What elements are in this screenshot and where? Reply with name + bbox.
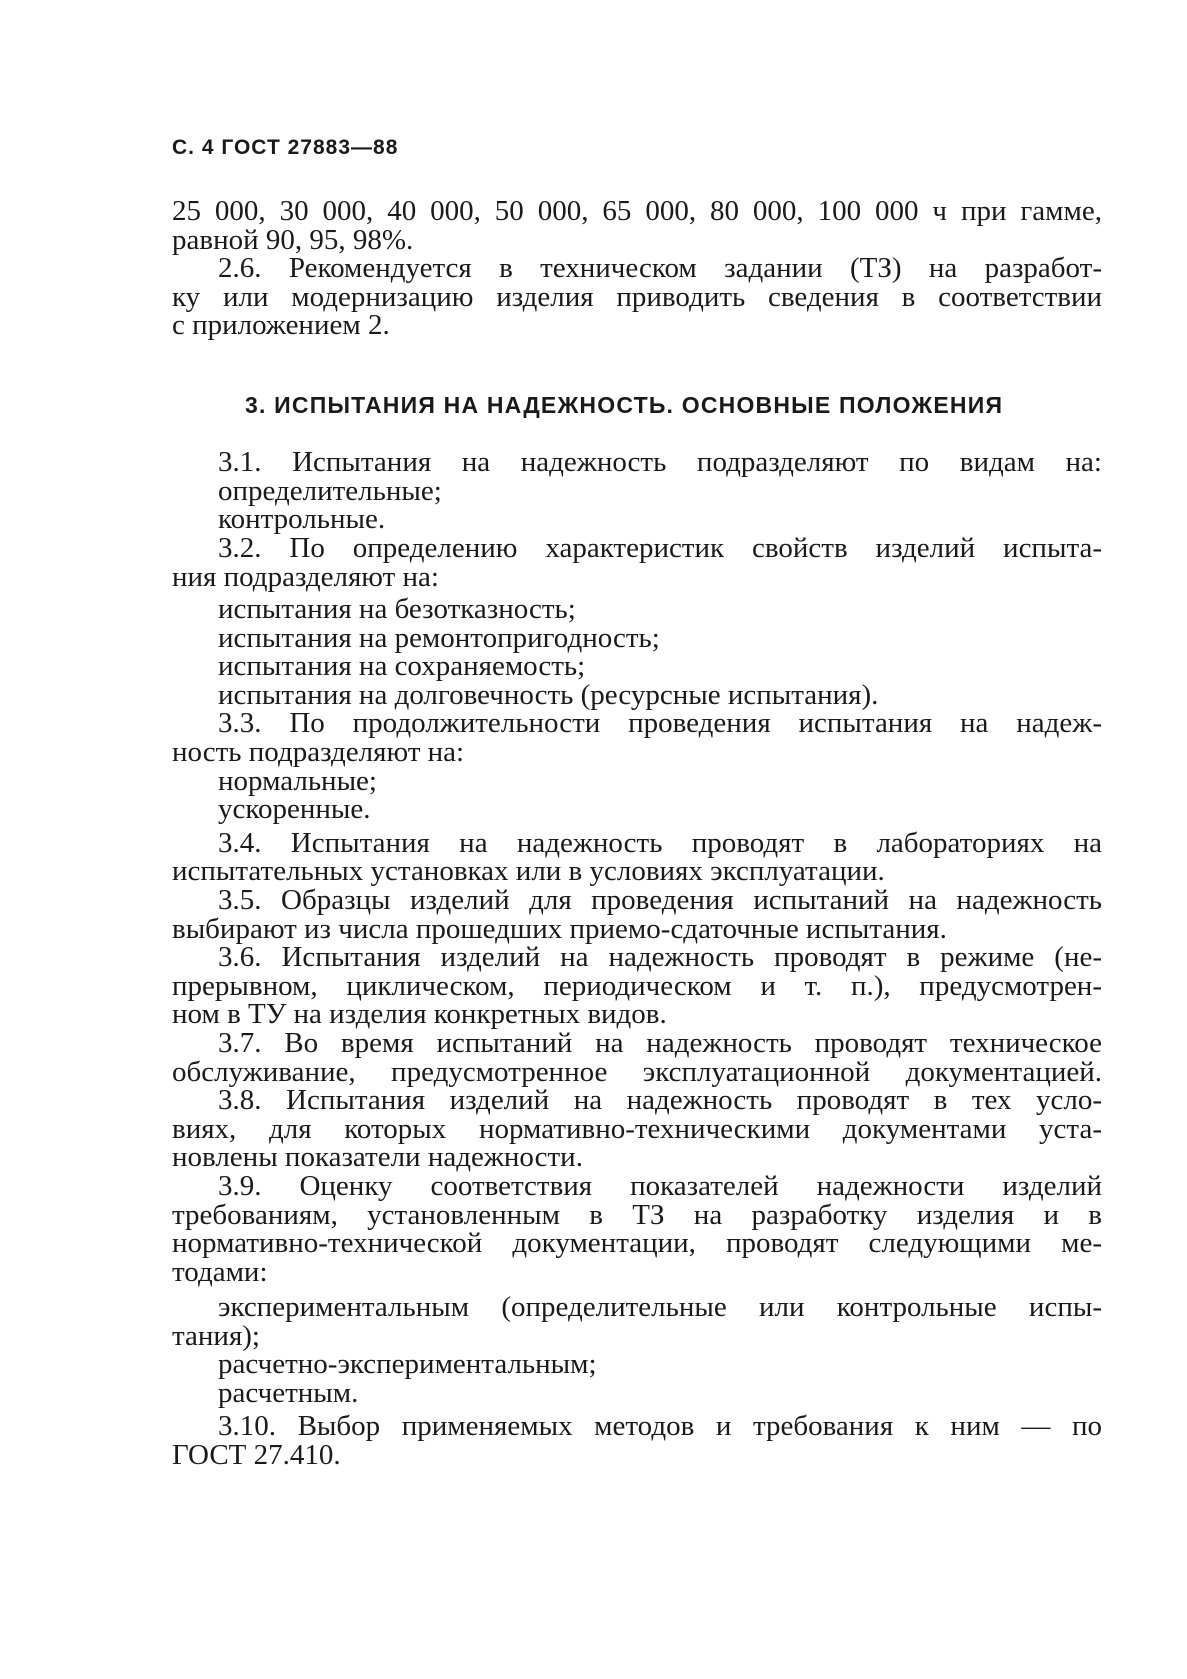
text-line: требованиям, установленным в ТЗ на разработку изделия и в bbox=[172, 1199, 1102, 1231]
text-line: ГОСТ 27.410. bbox=[172, 1439, 341, 1471]
text-line: ку или модернизацию изделия приводить сведения в соответствии bbox=[172, 281, 1102, 313]
text-line: новлены показатели надежности. bbox=[172, 1141, 583, 1173]
paragraph-3-2: 3.2. По определению характеристик свойств изделий испыта- bbox=[218, 532, 1102, 564]
text-line: обслуживание, предусмотренное эксплуатационной документацией. bbox=[172, 1056, 1102, 1088]
paragraph-3-10: 3.10. Выбор применяемых методов и требования к ним — по bbox=[218, 1410, 1102, 1442]
list-item: испытания на безотказность; bbox=[218, 593, 576, 625]
text-line: тания); bbox=[172, 1320, 260, 1352]
page-header: С. 4 ГОСТ 27883—88 bbox=[172, 136, 399, 159]
list-item: экспериментальным (определительные или контрольные испы- bbox=[218, 1291, 1102, 1323]
list-item: нормальные; bbox=[218, 765, 377, 797]
text-line: ния подразделяют на: bbox=[172, 561, 439, 593]
list-item: расчетно-экспериментальным; bbox=[218, 1348, 597, 1380]
text-line: ном в ТУ на изделия конкретных видов. bbox=[172, 998, 667, 1030]
paragraph-3-3: 3.3. По продолжительности проведения испытания на надеж- bbox=[218, 707, 1102, 739]
text-line: нормативно-технической документации, проводят следующими ме- bbox=[172, 1227, 1102, 1259]
list-item: ускоренные. bbox=[218, 793, 371, 825]
paragraph-3-5: 3.5. Образцы изделий для проведения испытаний на надежность bbox=[218, 884, 1102, 916]
text-line: равной 90, 95, 98%. bbox=[172, 224, 414, 256]
text-line: тодами: bbox=[172, 1256, 268, 1288]
text-line: 25 000, 30 000, 40 000, 50 000, 65 000, 80 000, 100 000 ч при гамме, bbox=[172, 195, 1102, 227]
list-item: испытания на ремонтопригодность; bbox=[218, 622, 660, 654]
list-item: контрольные. bbox=[218, 503, 386, 535]
paragraph-3-8: 3.8. Испытания изделий на надежность проводят в тех усло- bbox=[218, 1084, 1102, 1116]
text-line: выбирают из числа прошедших приемо-сдаточные испытания. bbox=[172, 913, 947, 945]
list-item: определительные; bbox=[218, 475, 442, 507]
list-item: расчетным. bbox=[218, 1377, 359, 1409]
paragraph-2-6: 2.6. Рекомендуется в техническом задании (ТЗ) на разработ- bbox=[218, 252, 1102, 284]
text-line: испытательных установках или в условиях эксплуатации. bbox=[172, 855, 885, 887]
paragraph-3-1: 3.1. Испытания на надежность подразделяют по видам на: bbox=[218, 446, 1102, 478]
paragraph-3-4: 3.4. Испытания на надежность проводят в лабораториях на bbox=[218, 827, 1102, 859]
text-line: прерывном, циклическом, периодическом и т. п.), предусмотрен- bbox=[172, 970, 1102, 1002]
paragraph-3-6: 3.6. Испытания изделий на надежность проводят в режиме (не- bbox=[218, 941, 1102, 973]
list-item: испытания на сохраняемость; bbox=[218, 650, 586, 682]
section-heading: 3. ИСПЫТАНИЯ НА НАДЕЖНОСТЬ. ОСНОВНЫЕ ПОЛОЖЕНИЯ bbox=[245, 392, 1004, 418]
text-line: виях, для которых нормативно-техническими документами уста- bbox=[172, 1113, 1102, 1145]
paragraph-3-7: 3.7. Во время испытаний на надежность проводят техническое bbox=[218, 1027, 1102, 1059]
text-line: с приложением 2. bbox=[172, 309, 390, 341]
text-line: ность подразделяют на: bbox=[172, 736, 465, 768]
paragraph-3-9: 3.9. Оценку соответствия показателей надежности изделий bbox=[218, 1170, 1102, 1202]
list-item: испытания на долговечность (ресурсные испытания). bbox=[218, 679, 879, 711]
